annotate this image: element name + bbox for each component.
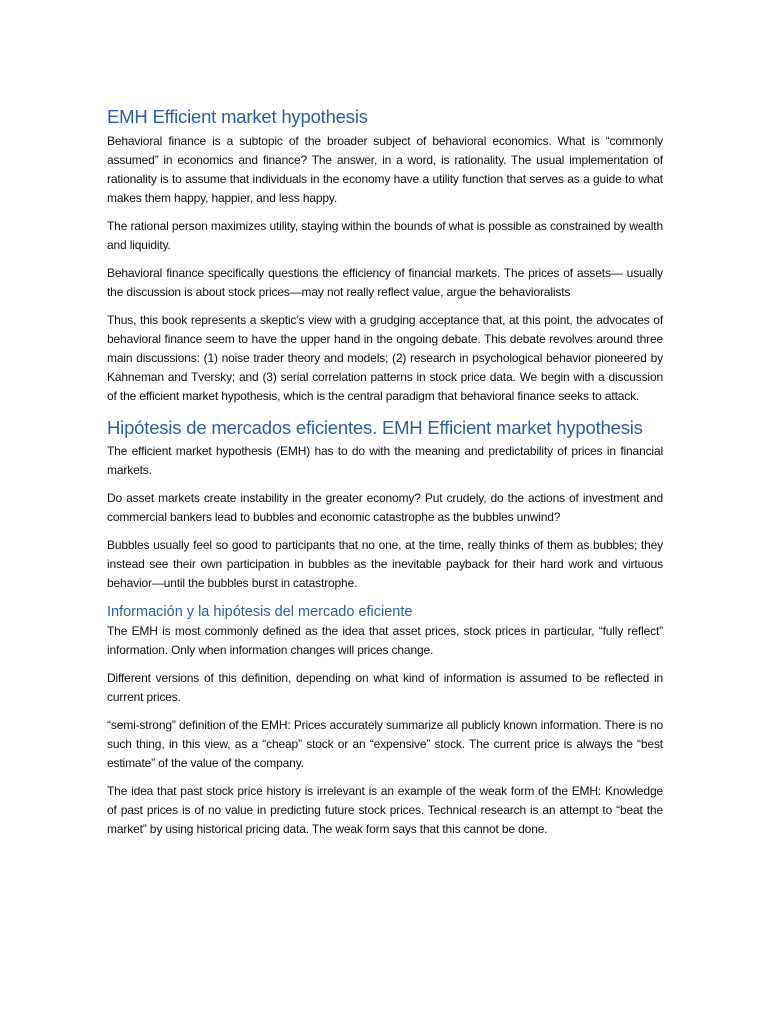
document-page (107, 104, 663, 848)
subsection-heading: Información y la hipótesis del mercado eficiente (107, 604, 413, 620)
section-hipotesis (107, 415, 663, 593)
paragraph: Behavioral finance is a subtopic of the broader subject of behavioral economics. What is “commonly assumed” in economics and finance? The answer, in a word, is rationality. The usual implementation of rationality is to assume that individuals in the economy have a utility function that serves as a guide to what makes them happy, happier, and less happy. (107, 134, 663, 205)
paragraph: The idea that past stock price history is irrelevant is an example of the weak form of the EMH: Knowledge of past prices is of no value in predicting future stock prices. Technical research is an attempt to “beat the market” by using historical pricing data. The weak form says that this cannot be done. (107, 784, 663, 836)
section-informacion (107, 602, 663, 839)
section-heading: EMH Efficient market hypothesis (107, 106, 368, 127)
paragraph: Different versions of this definition, depending on what kind of information is assumed to be reflected in current prices. (107, 671, 663, 704)
paragraph: The rational person maximizes utility, staying within the bounds of what is possible as constrained by wealth and liquidity. (107, 219, 663, 252)
paragraph: Bubbles usually feel so good to participants that no one, at the time, really thinks of them as bubbles; they instead see their own participation in bubbles as the inevitable payback for their hard work and virtuous behavior—until the bubbles burst in catastrophe. (107, 538, 663, 590)
paragraph: “semi-strong” definition of the EMH: Prices accurately summarize all publicly known information. There is no such thing, in this view, as a “cheap” stock or an “expensive” stock. The current price is always the “best estimate” of the value of the company. (107, 718, 663, 770)
paragraph: The EMH is most commonly defined as the idea that asset prices, stock prices in particular, “fully reflect” information. Only when information changes will prices change. (107, 624, 663, 657)
section-heading: Hipótesis de mercados eficientes. EMH Efficient market hypothesis (107, 417, 643, 438)
paragraph: The efficient market hypothesis (EMH) has to do with the meaning and predictability of prices in financial markets. (107, 444, 663, 477)
paragraph: Behavioral finance specifically questions the efficiency of financial markets. The prices of assets— usually the discussion is about stock prices—may not really reflect value, argue the behavioralists (107, 266, 663, 299)
paragraph: Do asset markets create instability in the greater economy? Put crudely, do the actions of investment and commercial bankers lead to bubbles and economic catastrophe as the bubbles unwind? (107, 491, 663, 524)
paragraph: Thus, this book represents a skeptic’s view with a grudging acceptance that, at this point, the advocates of behavioral finance seem to have the upper hand in the ongoing debate. This debate revolves around three main discussions: (1) noise trader theory and models; (2) research in psychological behavior pioneered by Kahneman and Tversky; and (3) serial correlation patterns in stock price data. We begin with a discussion of the efficient market hypothesis, which is the central paradigm that behavioral finance seeks to attack. (107, 313, 663, 403)
section-emh (107, 104, 663, 406)
